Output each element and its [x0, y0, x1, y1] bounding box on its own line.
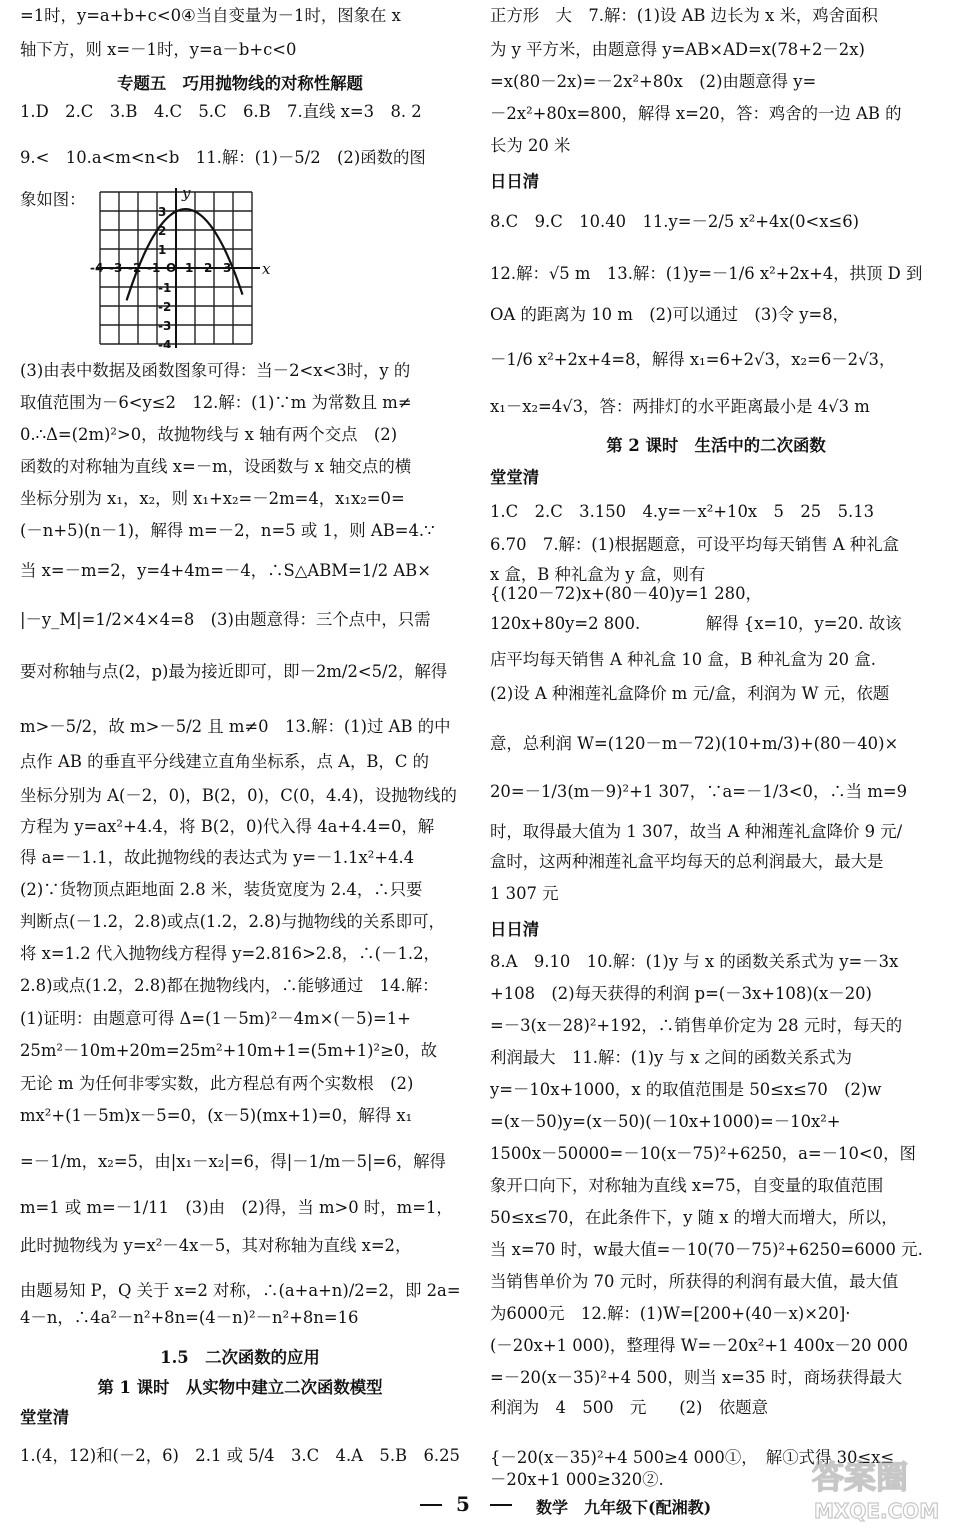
footer-subject: 数学 九年级下(配湘教) [536, 1498, 712, 1517]
text-line: 长为 20 米 [490, 136, 571, 155]
y-tick-label: -2 [158, 300, 172, 314]
text-line: －1/6 x²+2x+4=8，解得 x₁=6+2√3，x₂=6－2√3， [490, 350, 896, 369]
text-line: 店平均每天销售 A 种礼盒 10 盒，B 种礼盒为 20 盒. [490, 650, 876, 669]
text-line: 0.∴Δ=(2m)²>0，故抛物线与 x 轴有两个交点 (2) [20, 425, 398, 444]
x-tick-label: 1 [185, 261, 194, 275]
text-line: 1.(4，12)和(－2，6) 2.1 或 5/4 3.C 4.A 5.B 6.25 [20, 1446, 460, 1465]
text-line: 坐标分别为 x₁，x₂，则 x₁+x₂=－2m=4，x₁x₂=0= [20, 489, 405, 508]
text-line: =－20(x－35)²+4 500，则当 x=35 时，商场获得最大 [490, 1368, 903, 1387]
section-title: 第 2 课时 生活中的二次函数 [606, 436, 826, 455]
text-line: 4－n，∴4a²－n²+8n=(4－n)²－n²+8n=16 [20, 1308, 359, 1327]
text-line: 利润为 4 500 元 (2) 依题意 [490, 1398, 769, 1417]
text-line: OA 的距离为 10 m (2)可以通过 (3)令 y=8， [490, 305, 850, 324]
text-line: 象开口向下，对称轴为直线 x=75，自变量的取值范围 [490, 1176, 884, 1195]
page-number: 5 [456, 1492, 470, 1516]
y-axis-label: y [182, 188, 191, 202]
section-title: 第 1 课时 从实物中建立二次函数模型 [97, 1378, 383, 1397]
y-tick-label: 2 [158, 224, 167, 238]
text-line: 25m²－10m+20m=25m²+10m+1=(5m+1)²≥0，故 [20, 1041, 438, 1060]
text-line: 50≤x≤70，在此条件下，y 随 x 的增大而增大，所以， [490, 1208, 898, 1227]
text-line: 1.D 2.C 3.B 4.C 5.C 6.B 7.直线 x=3 8. 2 [20, 102, 422, 121]
text-line: 正方形 大 7.解：(1)设 AB 边长为 x 米，鸡舍面积 [490, 6, 878, 25]
text-line: =(x－50)y=(x－50)(－10x+1000)=－10x²+ [490, 1112, 841, 1131]
footer-dash-left [420, 1504, 442, 1506]
x-tick-label: -2 [128, 261, 142, 275]
text-line: m=1 或 m=－1/11 (3)由 (2)得，当 m>0 时，m=1， [20, 1198, 453, 1217]
text-line: 象如图： [20, 190, 86, 209]
section-heading: 堂堂清 [490, 468, 540, 487]
text-line: 轴下方，则 x=－1时，y=a－b+c<0 [20, 40, 297, 59]
text-line: mx²+(1－5m)x－5=0，(x－5)(mx+1)=0，解得 x₁ [20, 1106, 413, 1125]
text-line: 由题易知 P，Q 关于 x=2 对称，∴(a+a+n)/2=2，即 2a= [20, 1281, 461, 1300]
text-line: (1)证明：由题意可得 Δ=(1－5m)²－4m×(－5)=1+ [20, 1009, 411, 1028]
y-tick-label: -3 [158, 319, 172, 333]
text-line: (2)设 A 种湘莲礼盒降价 m 元/盒，利润为 W 元，依题 [490, 684, 890, 703]
y-tick-label: 1 [158, 243, 167, 257]
text-line: 120x+80y=2 800. 解得 {x=10，y=20. 故该 [490, 614, 902, 633]
text-line: 点作 AB 的垂直平分线建立直角坐标系，点 A，B，C 的 [20, 752, 429, 771]
text-line: 当 x=－m=2，y=4+4m=－4，∴S△ABM=1/2 AB× [20, 561, 431, 580]
text-line: 判断点(－1.2，2.8)或点(1.2，2.8)与抛物线的关系即可， [20, 912, 445, 931]
text-line: 当 x=70 时，w最大值=－10(70－75)²+6250=6000 元. [490, 1240, 923, 1259]
text-line: 2.8)或点(1.2，2.8)都在抛物线内，∴能够通过 14.解： [20, 976, 439, 995]
text-line: x₁－x₂=4√3，答：两排灯的水平距离最小是 4√3 m [490, 397, 870, 416]
text-line: (－20x+1 000)，整理得 W=－20x²+1 400x－20 000 [490, 1336, 908, 1355]
text-line: (－n+5)(n－1)，解得 m=－2，n=5 或 1，则 AB=4.∵ [20, 521, 435, 540]
parabola-graph [80, 188, 272, 348]
text-line: =x(80－2x)=－2x²+80x (2)由题意得 y= [490, 72, 817, 91]
text-line: +108 (2)每天获得的利润 p=(－3x+108)(x－20) [490, 984, 872, 1003]
x-tick-label: 3 [223, 261, 232, 275]
text-line: 20=－1/3(m－9)²+1 307，∵a=－1/3<0，∴当 m=9 [490, 782, 908, 801]
text-line: 盒时，这两种湘莲礼盒平均每天的总利润最大，最大是 [490, 852, 884, 871]
text-line: x 盒，B 种礼盒为 y 盒，则有 [490, 565, 706, 584]
section-heading: 日日清 [490, 920, 540, 939]
text-line: =1时，y=a+b+c<0④当自变量为－1时，图象在 x [20, 6, 401, 25]
text-line: 1 307 元 [490, 884, 559, 903]
x-tick-label: O [166, 261, 177, 275]
y-tick-label: -4 [158, 338, 172, 348]
text-line: 8.A 9.10 10.解：(1)y 与 x 的函数关系式为 y=－3x [490, 952, 899, 971]
text-line: 为6000元 12.解：(1)W=[200+(40－x)×20]· [490, 1304, 851, 1323]
x-axis-label: x [262, 260, 271, 278]
footer-dash-right [490, 1504, 512, 1506]
x-tick-label: 2 [204, 261, 213, 275]
watermark-line2: MXQE.COM [814, 1499, 940, 1523]
text-line: 1500x－50000=－10(x－75)²+6250，a=－10<0，图 [490, 1144, 916, 1163]
text-line: (2)∵货物顶点距地面 2.8 米，装货宽度为 2.4，∴只要 [20, 880, 423, 899]
x-tick-label: -1 [147, 261, 161, 275]
text-line: 无论 m 为任何非零实数，此方程总有两个实数根 (2) [20, 1074, 414, 1093]
text-line: 当销售单价为 70 元时，所获得的利润有最大值，最大值 [490, 1272, 899, 1291]
text-line: －20x+1 000≥320②. [490, 1470, 664, 1489]
text-line: 9.< 10.a<m<n<b 11.解：(1)－5/2 (2)函数的图 [20, 148, 426, 167]
text-line: |－y_M|=1/2×4×4=8 (3)由题意得：三个点中，只需 [20, 610, 431, 629]
section-heading: 日日清 [490, 172, 540, 191]
text-line: 取值范围为－6<y≤2 12.解：(1)∵m 为常数且 m≠ [20, 393, 412, 412]
text-line: －2x²+80x=800，解得 x=20，答：鸡舍的一边 AB 的 [490, 104, 902, 123]
text-line: =－1/m，x₂=5，由|x₁－x₂|=6，得|－1/m－5|=6，解得 [20, 1152, 446, 1171]
y-tick-label: 3 [158, 205, 167, 219]
text-line: m>－5/2，故 m>－5/2 且 m≠0 13.解：(1)过 AB 的中 [20, 717, 451, 736]
text-line: (3)由表中数据及函数图象可得：当－2<x<3时，y 的 [20, 361, 411, 380]
x-tick-label: -3 [109, 261, 123, 275]
text-line: 方程为 y=ax²+4.4，将 B(2，0)代入得 4a+4.4=0，解 [20, 817, 435, 836]
text-line: 意，总利润 W=(120－m－72)(10+m/3)+(80－40)× [490, 734, 899, 753]
watermark-logo [804, 1448, 954, 1528]
text-line: {(120－72)x+(80－40)y=1 280， [490, 584, 762, 603]
text-line: 12.解：√5 m 13.解：(1)y=－1/6 x²+2x+4，拱顶 D 到 [490, 264, 923, 283]
section-title: 专题五 巧用抛物线的对称性解题 [117, 74, 363, 93]
text-line: 为 y 平方米，由题意得 y=AB×AD=x(78+2－2x) [490, 40, 865, 59]
text-line: 8.C 9.C 10.40 11.y=－2/5 x²+4x(0<x≤6) [490, 212, 860, 231]
watermark-line1: 答案圈 [812, 1458, 909, 1496]
y-tick-label: -1 [158, 281, 172, 295]
text-line: 得 a=－1.1，故此抛物线的表达式为 y=－1.1x²+4.4 [20, 848, 415, 867]
text-line: =－3(x－28)²+192，∴销售单价定为 28 元时，每天的 [490, 1016, 903, 1035]
text-line: 将 x=1.2 代入抛物线方程得 y=2.816>2.8，∴(－1.2， [20, 944, 440, 963]
section-heading: 堂堂清 [20, 1408, 70, 1427]
text-line: 函数的对称轴为直线 x=－m，设函数与 x 轴交点的横 [20, 457, 412, 476]
x-tick-label: -4 [90, 261, 104, 275]
text-line: 坐标分别为 A(－2，0)，B(2，0)，C(0，4.4)，设抛物线的 [20, 786, 457, 805]
text-line: y=－10x+1000，x 的取值范围是 50≤x≤70 (2)w [490, 1080, 882, 1099]
text-line: 时，取得最大值为 1 307，故当 A 种湘莲礼盒降价 9 元/ [490, 822, 903, 841]
section-title: 1.5 二次函数的应用 [160, 1348, 320, 1367]
text-line: {－20(x－35)²+4 500≥4 000①， 解①式得 30≤x≤ [490, 1448, 895, 1467]
text-line: 1.C 2.C 3.150 4.y=－x²+10x 5 25 5.13 [490, 502, 875, 521]
text-line: 要对称轴与点(2，p)最为接近即可，即－2m/2<5/2，解得 [20, 662, 448, 681]
text-line: 利润最大 11.解：(1)y 与 x 之间的函数关系式为 [490, 1048, 853, 1067]
text-line: 6.70 7.解：(1)根据题意，可设平均每天销售 A 种礼盒 [490, 535, 900, 554]
text-line: 此时抛物线为 y=x²－4x－5，其对称轴为直线 x=2， [20, 1236, 412, 1255]
